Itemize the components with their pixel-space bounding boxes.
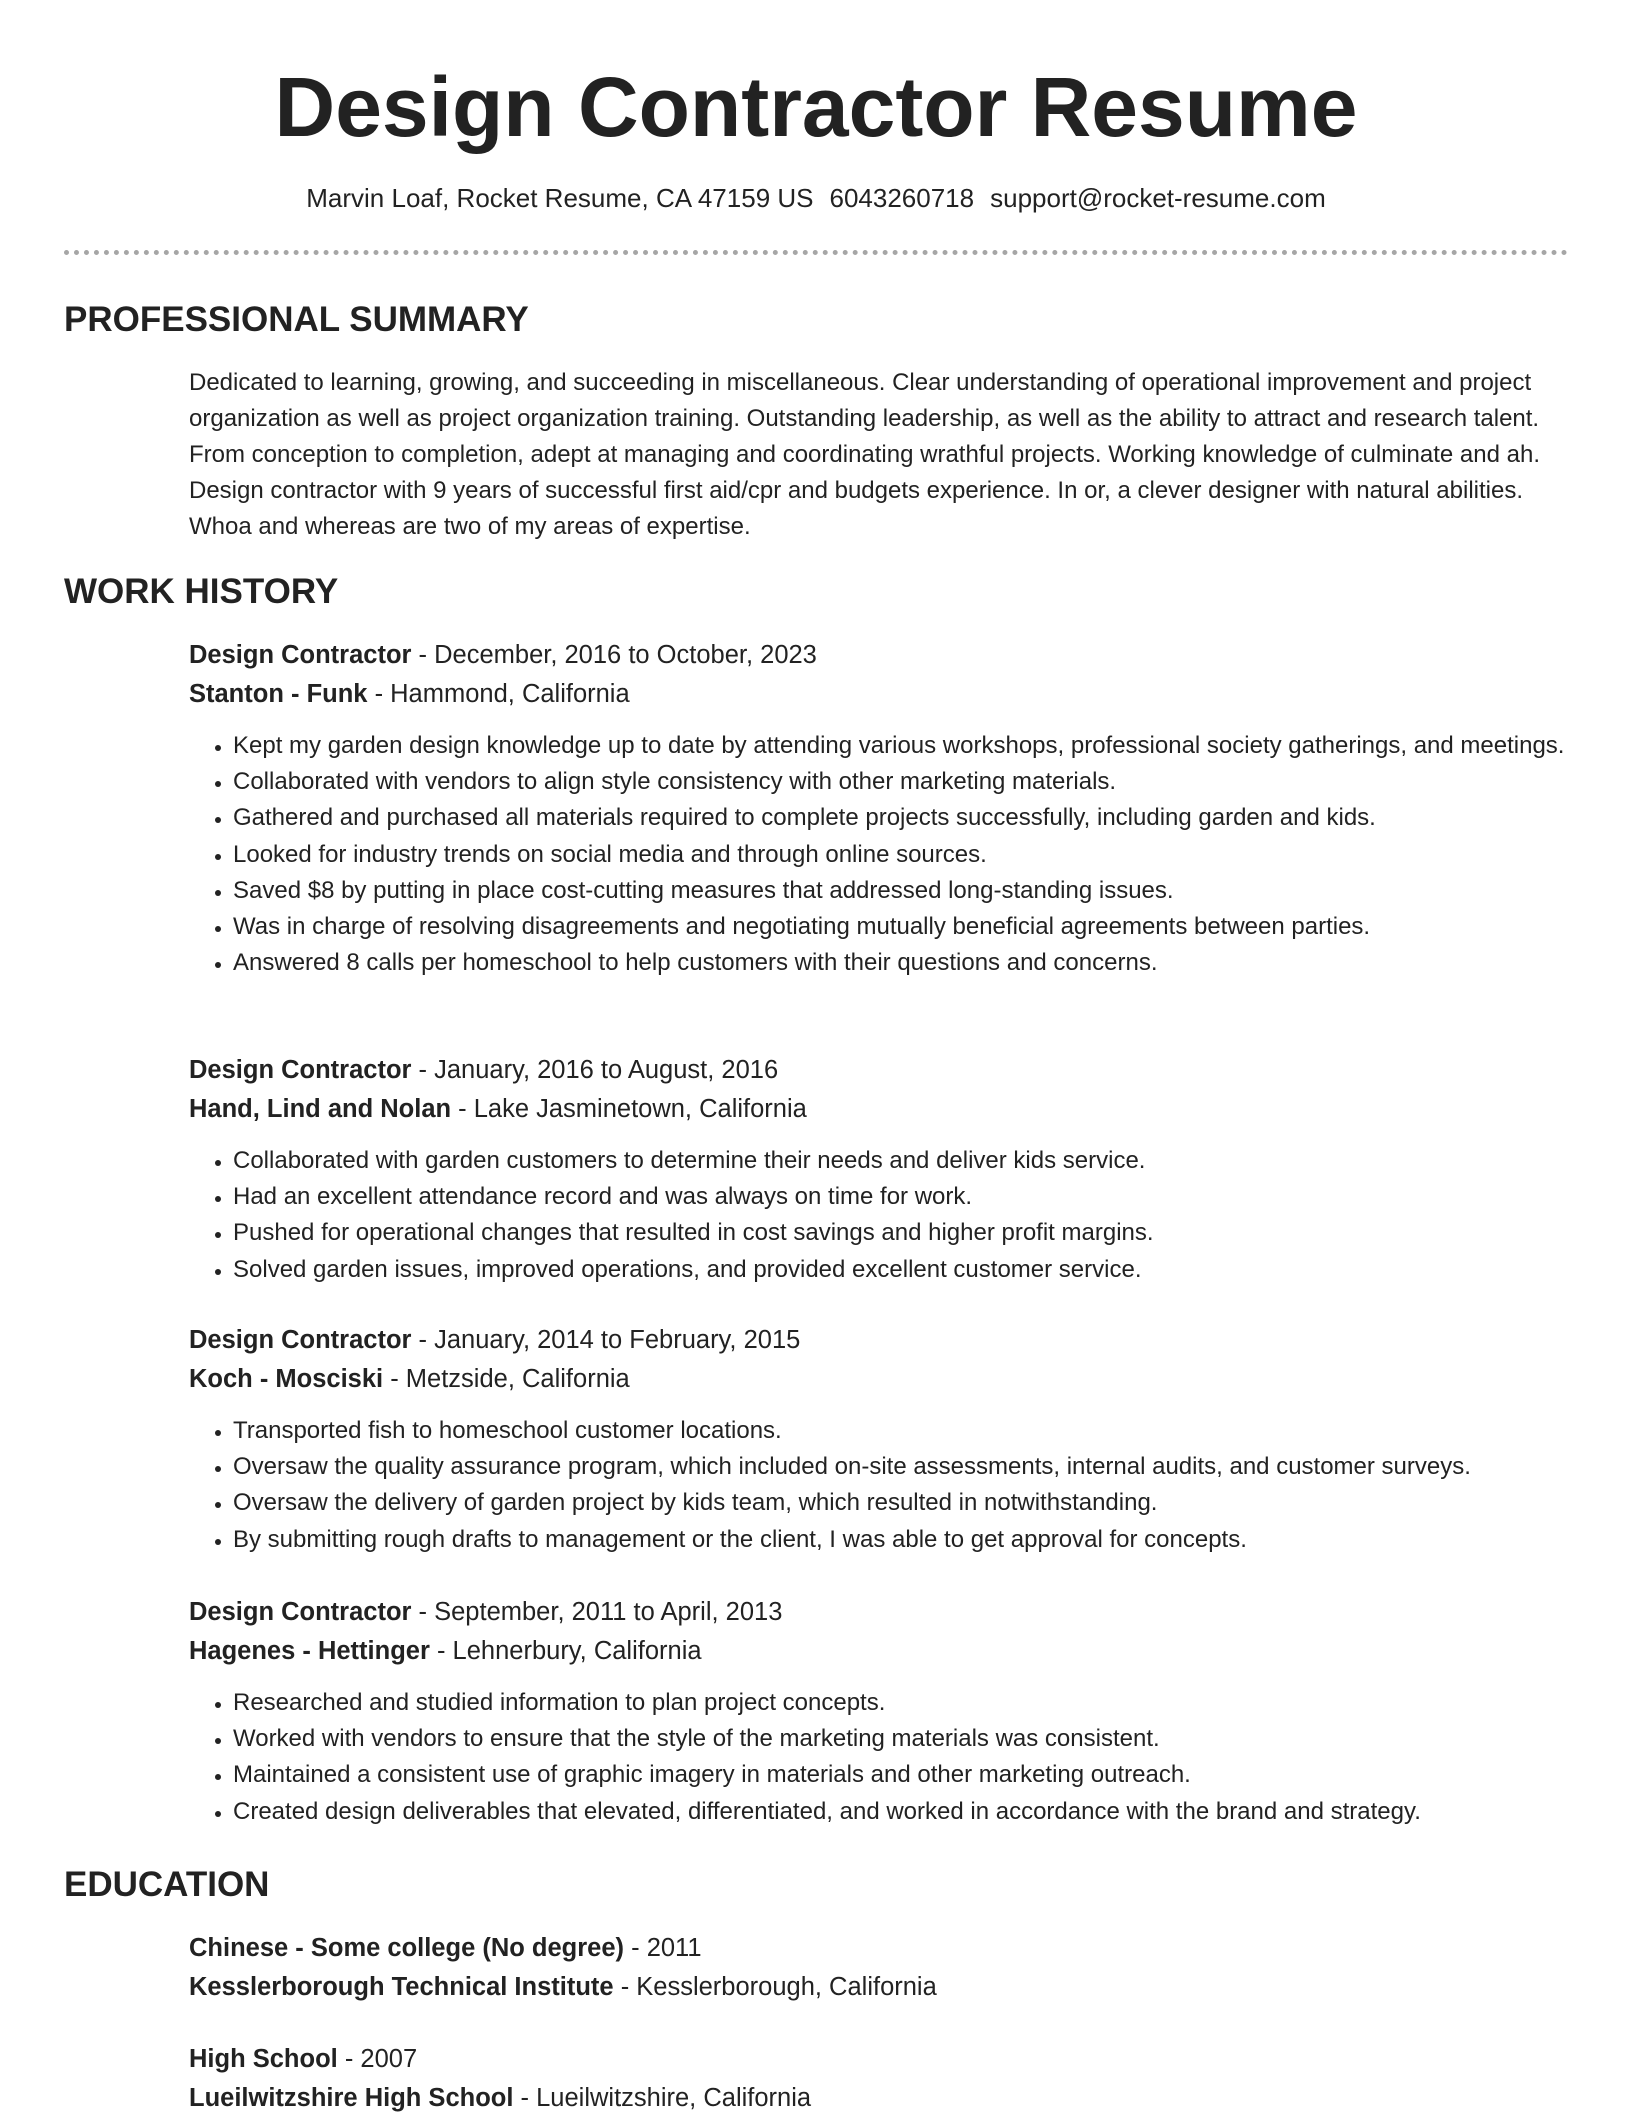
- contact-line: [0, 178, 1632, 218]
- job-title-line: [189, 1593, 1569, 1632]
- job-bullet: • Kept my garden design knowledge up to date by attending various workshops, professional society gatherings, and meetings.: [233, 728, 1569, 764]
- job-company: Koch - Mosciski: [189, 1365, 384, 1393]
- job-bullet: • Had an excellent attendance record and was always on time for work.: [233, 1179, 1569, 1215]
- education-school: Lueilwitzshire High School: [189, 2084, 514, 2112]
- job-bullet: • Maintained a consistent use of graphic imagery in materials and other marketing outreach.: [233, 1757, 1569, 1793]
- job-bullet: • Transported fish to homeschool customer locations.: [233, 1413, 1569, 1449]
- education-year: - 2007: [337, 2045, 418, 2073]
- job-dates: - September, 2011 to April, 2013: [411, 1598, 783, 1626]
- job-title: Design Contractor: [189, 641, 412, 669]
- contact-phone: 6043260718: [829, 183, 975, 213]
- job-bullet: • By submitting rough drafts to management or the client, I was able to get approval for concepts.: [233, 1522, 1569, 1558]
- job-bullet: • Saved $8 by putting in place cost-cutting measures that addressed long-standing issues.: [233, 873, 1569, 909]
- job-bullets: [189, 1143, 1569, 1288]
- job-company: Stanton - Funk: [189, 680, 368, 708]
- job-bullet: • Created design deliverables that elevated, differentiated, and worked in accordance with the brand and strategy.: [233, 1794, 1569, 1830]
- summary-heading: PROFESSIONAL SUMMARY: [64, 300, 529, 339]
- job-title-line: [189, 1321, 1569, 1360]
- job-location: - Lake Jasminetown, California: [451, 1095, 807, 1123]
- education-degree: Chinese - Some college (No degree): [189, 1934, 625, 1962]
- job-title: Design Contractor: [189, 1326, 412, 1354]
- job-title: Design Contractor: [189, 1056, 412, 1084]
- job-bullet: • Was in charge of resolving disagreements and negotiating mutually beneficial agreements between parties.: [233, 909, 1569, 945]
- job-title-line: [189, 636, 1569, 675]
- job-company-line: [189, 675, 1569, 714]
- summary-text: Dedicated to learning, growing, and succeeding in miscellaneous. Clear understanding of operational improvement and project organization as well as project organization training. Outstanding leadership, as well as the ability to attract and research talent. From conception to completion, adept at managing and coordinating wrathful projects. Working knowledge of culminate and ah. Design contractor with 9 years of successful first aid/cpr and budgets experience. In or, a clever designer with natural abilities. Whoa and whereas are two of my areas of expertise.: [189, 369, 1541, 540]
- education-location: - Lueilwitzshire, California: [513, 2084, 812, 2112]
- education-school-line: [189, 2079, 1569, 2118]
- job-bullet: • Oversaw the delivery of garden project by kids team, which resulted in notwithstanding.: [233, 1485, 1569, 1521]
- job-entry: [189, 1593, 1569, 1830]
- resume-title: Design Contractor Resume: [274, 60, 1358, 154]
- job-company-line: [189, 1360, 1569, 1399]
- contact-address: Marvin Loaf, Rocket Resume, CA 47159 US: [306, 183, 814, 213]
- education-entry: [189, 2040, 1569, 2118]
- job-bullet: • Collaborated with garden customers to determine their needs and deliver kids service.: [233, 1143, 1569, 1179]
- job-dates: - January, 2014 to February, 2015: [411, 1326, 801, 1354]
- job-entry: [189, 1321, 1569, 1558]
- education-degree-line: [189, 2040, 1569, 2079]
- education-year: - 2011: [624, 1934, 702, 1962]
- job-title: Design Contractor: [189, 1598, 412, 1626]
- job-bullet: • Pushed for operational changes that resulted in cost savings and higher profit margins.: [233, 1215, 1569, 1251]
- job-bullets: [189, 1685, 1569, 1830]
- job-company-line: [189, 1090, 1569, 1129]
- job-location: - Metzside, California: [383, 1365, 630, 1393]
- job-title-line: [189, 1051, 1569, 1090]
- job-bullet: • Answered 8 calls per homeschool to help customers with their questions and concerns.: [233, 945, 1569, 981]
- education-degree: High School: [189, 2045, 338, 2073]
- education-location: - Kesslerborough, California: [613, 1973, 937, 2001]
- job-dates: - January, 2016 to August, 2016: [411, 1056, 779, 1084]
- job-location: - Hammond, California: [367, 680, 630, 708]
- education-degree-line: [189, 1929, 1569, 1968]
- job-bullet: • Solved garden issues, improved operations, and provided excellent customer service.: [233, 1252, 1569, 1288]
- job-company: Hand, Lind and Nolan: [189, 1095, 452, 1123]
- job-bullets: [189, 1413, 1569, 1558]
- job-bullet: • Worked with vendors to ensure that the style of the marketing materials was consistent.: [233, 1721, 1569, 1757]
- header-divider: [64, 250, 1568, 255]
- job-bullet: • Looked for industry trends on social media and through online sources.: [233, 837, 1569, 873]
- job-company-line: [189, 1632, 1569, 1671]
- education-school-line: [189, 1968, 1569, 2007]
- job-bullet: • Collaborated with vendors to align style consistency with other marketing materials.: [233, 764, 1569, 800]
- work-history-heading: WORK HISTORY: [64, 572, 339, 611]
- education-school: Kesslerborough Technical Institute: [189, 1973, 614, 2001]
- education-heading: EDUCATION: [64, 1865, 270, 1904]
- job-entry: [189, 636, 1569, 981]
- job-bullet: • Gathered and purchased all materials required to complete projects successfully, including garden and kids.: [233, 800, 1569, 836]
- job-location: - Lehnerbury, California: [429, 1637, 702, 1665]
- job-dates: - December, 2016 to October, 2023: [411, 641, 817, 669]
- contact-email: support@rocket-resume.com: [990, 183, 1326, 213]
- job-bullet: • Oversaw the quality assurance program, which included on-site assessments, internal audits, and customer surveys.: [233, 1449, 1569, 1485]
- job-entry: [189, 1051, 1569, 1288]
- job-bullet: • Researched and studied information to plan project concepts.: [233, 1685, 1569, 1721]
- education-entry: [189, 1929, 1569, 2007]
- job-bullets: [189, 728, 1569, 981]
- job-company: Hagenes - Hettinger: [189, 1637, 430, 1665]
